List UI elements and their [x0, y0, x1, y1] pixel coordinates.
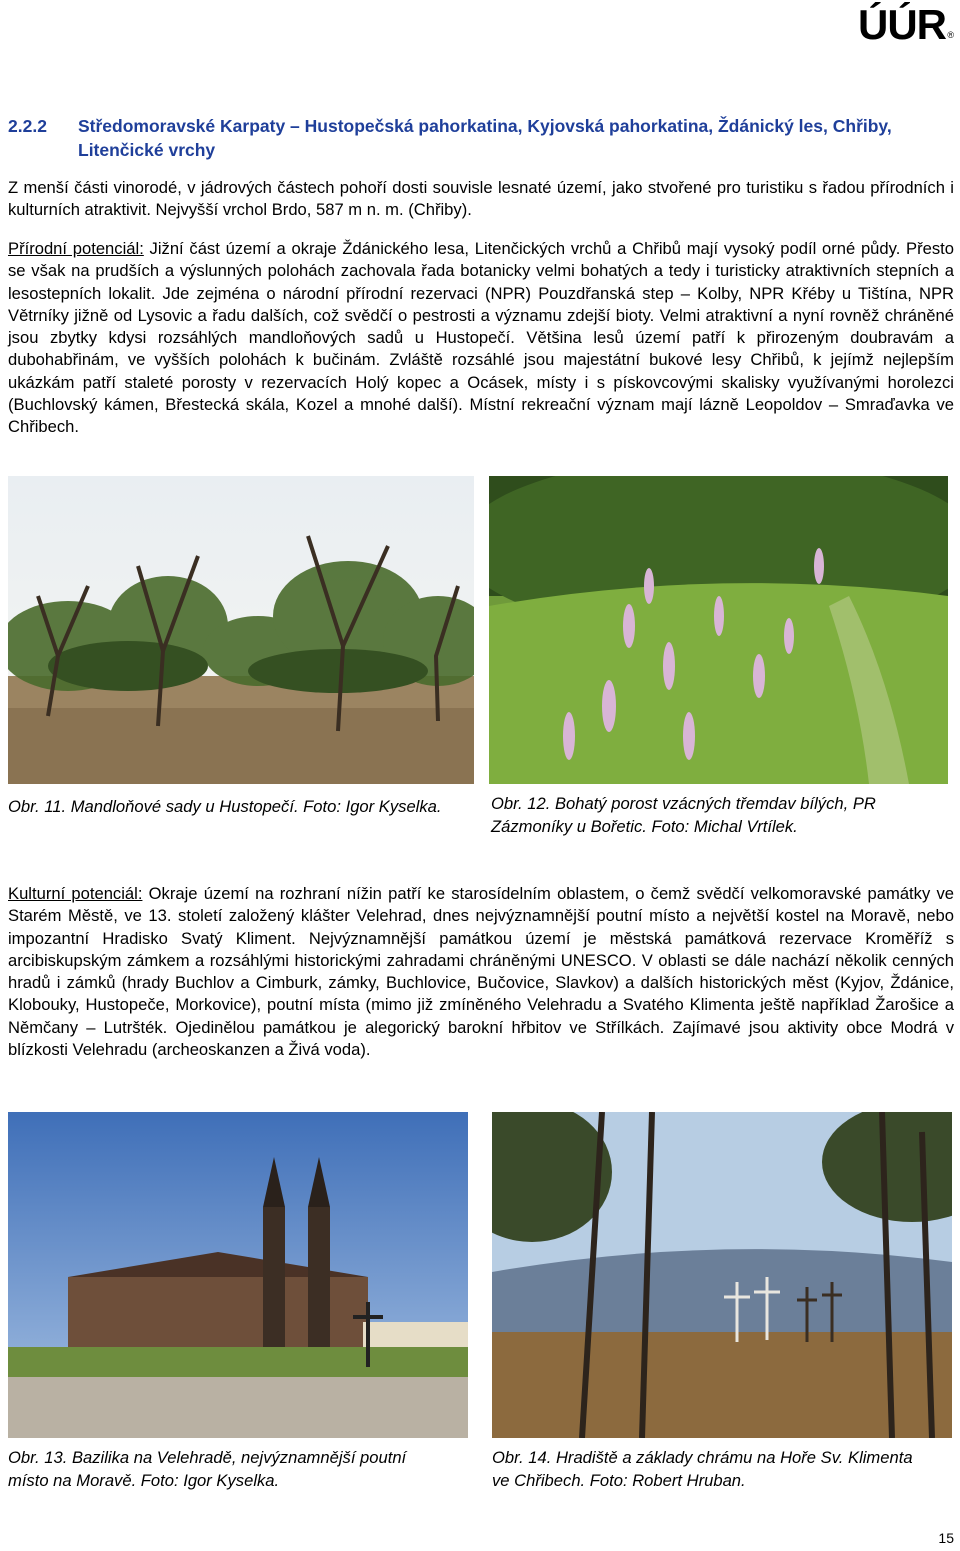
natural-potential-label: Přírodní potenciál:: [8, 239, 144, 258]
photo-hora-sv-klimenta: [492, 1112, 952, 1438]
section-number: 2.2.2: [8, 116, 47, 136]
cultural-potential-label: Kulturní potenciál:: [8, 884, 143, 903]
registered-mark: ®: [947, 30, 954, 40]
photo-wildflowers: [489, 476, 948, 784]
hillfort-image: [492, 1112, 952, 1438]
almond-orchard-image: [8, 476, 474, 784]
caption-obr-14: Obr. 14. Hradiště a základy chrámu na Hoře Sv. Klimenta ve Chřibech. Foto: Robert Hruban.: [492, 1448, 913, 1490]
photo-velehrad-basilica: [8, 1112, 468, 1438]
logo-text: ÚÚR: [858, 1, 946, 48]
intro-paragraph: Z menší části vinorodé, v jádrových částech pohoří dosti souvisle lesnaté území, jako stvořené pro turistiku s řadou přírodních i kulturních atraktivit. Nejvyšší vrchol Brdo, 587 m n. m. (Chřiby).: [8, 178, 954, 220]
caption-obr-13: Obr. 13. Bazilika na Velehradě, nejvýznamnější poutní místo na Moravě. Foto: Igor Kyselka.: [8, 1448, 407, 1490]
cultural-potential-paragraph: [8, 883, 954, 1061]
caption-obr-11: Obr. 11. Mandloňové sady u Hustopečí. Foto: Igor Kyselka.: [8, 797, 442, 816]
caption-obr-12: Obr. 12. Bohatý porost vzácných třemdav bílých, PR Zázmoníky u Bořetic. Foto: Michal Vrtílek.: [491, 794, 876, 836]
basilica-image: [8, 1112, 468, 1438]
photo-almond-orchard: [8, 476, 474, 784]
section-title: Středomoravské Karpaty – Hustopečská pahorkatina, Kyjovská pahorkatina, Ždánický les, Chřiby, Litenčické vrchy: [78, 116, 892, 160]
wildflowers-image: [489, 476, 948, 784]
section-heading: [8, 114, 954, 162]
page-number: 15: [938, 1530, 954, 1546]
natural-potential-paragraph: [8, 238, 954, 439]
cultural-potential-text: Okraje území na rozhraní nížin patří ke starosídelním oblastem, o čemž svědčí velkomoravské památky ve Starém Městě, ve 13. století založený klášter Velehrad, dnes nejvýznamnější poutní místo a největší kostel na Moravě, nebo impozantní Hradisko Svatý Kliment. Nejvýznamnější památkou území je městská památková rezervace Kroměříž s arcibiskupským zámkem a rozsáhlými historickými zahradami chráněnými UNESCO. V oblasti se dále nachází několik cenných hradů i zámků (hrady Buchlov a Cimburk, zámky, Buchlovice, Bučovice, Slavkov) a dalších historických měst (Kyjov, Ždánice, Klobouky, Hustopeče, Morkovice), poutní místa (mimo již zmíněného Velehradu a Svatého Klimenta ještě například Žarošice a Němčany – Lutršték. Ojedinělou památkou je alegorický barokní hřbitov ve Střílkách. Zajímavé jsou aktivity obce Modrá v blízkosti Velehradu (archeoskanzen a Živá voda).: [8, 884, 954, 1060]
natural-potential-text: Jižní část území a okraje Ždánického lesa, Litenčických vrchů a Chřibů mají vysoký podíl orné půdy. Přesto se však na prudších a výslunných polohách zachovala řada botanicky velmi bohatých a tedy i turisticky atraktivních stepních a lesostepních lokalit. Jde zejména o národní přírodní rezervaci (NPR) Pouzdřanská step – Kolby, NPR Křéby u Tištína, NPR Větrníky jižně od Lysovic a řadu dalších, což svědčí o pestrosti a významu zdejší bioty. Velmi atraktivní a nyní rovněž chráněné jsou zbytky kdysi rozsáhlých mandloňových sadů u Hustopečí. Většina lesů území patří k přirozeným doubravám a dubohabřinám, ve vyšších polohách k bučinám. Zvláště rozsáhlé jsou majestátní bukové lesy Chřibů, k jejímž nejlepším ukázkám patří staleté porosty v rezervacích Holý kopec a Ocásek, místy i s pískovcovými skalisky využívanými horolezci (Buchlovský kámen, Břestecká skála, Kozel a mnohé další). Místní rekreační význam mají lázně Leopoldov – Smraďavka ve Chřibech.: [8, 239, 955, 437]
uur-logo: [858, 2, 954, 48]
